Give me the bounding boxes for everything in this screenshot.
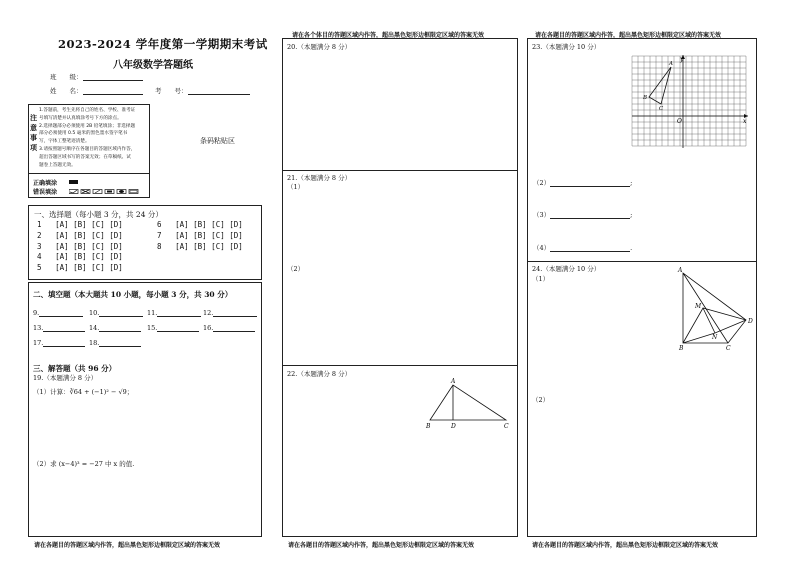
notice-side-label: 注 意 事 项	[30, 113, 37, 152]
choice-row-5[interactable]: 5 [A] [B] [C] [D]	[37, 263, 123, 273]
tri-label-d: D	[451, 423, 456, 430]
blank-13[interactable]: 13.	[33, 324, 85, 332]
blank-10[interactable]: 10.	[89, 309, 143, 317]
blank-18[interactable]: 18.	[89, 339, 141, 347]
q21-part2: （2）	[287, 265, 305, 273]
bottom-warning-middle: 请在各题目的答题区域内作答，超出黑色矩形边框限定区域的答案无效	[288, 542, 475, 549]
fig24-label-a: A	[678, 267, 683, 274]
top-warning-middle: 请在各个体目的答题区域内作答，超出黑色矩形边框限定区域的答案无效	[292, 32, 485, 39]
fig24-label-m: M	[695, 303, 702, 310]
fig24-label-n: N	[712, 334, 718, 341]
correct-fill-label: 正确填涂	[33, 180, 58, 187]
fig24-label-d: D	[748, 318, 753, 325]
choice-rows-right	[157, 220, 243, 252]
q23-part2[interactable]: （2） ;	[533, 179, 633, 187]
q19-header: 19.（本题满分 8 分）	[33, 374, 98, 382]
divider-q22	[283, 365, 517, 366]
blank-17[interactable]: 17.	[33, 339, 85, 347]
exam-title: 2023-2024 学年度第一学期期末考试	[58, 37, 268, 51]
divider-q24	[528, 261, 756, 262]
blank-14[interactable]: 14.	[89, 324, 141, 332]
class-label: 班 级：	[50, 73, 83, 81]
class-field[interactable]	[50, 72, 143, 81]
q24-figure	[674, 267, 758, 351]
q24-header: 24.（本题满分 10 分）	[532, 265, 601, 273]
q19-part2: （2）求 (x−4)³ = −27 中 x 的值.	[33, 460, 135, 468]
q23-grid-figure	[630, 53, 750, 153]
grid-label-a: A	[669, 61, 673, 67]
grid-label-b: B	[643, 95, 648, 101]
tri-label-a: A	[451, 378, 456, 385]
exam-number-field[interactable]	[155, 86, 250, 95]
q20-header: 20.（本题满分 8 分）	[287, 43, 352, 51]
choice-title: 一、选择题（每小题 3 分，共 24 分）	[34, 210, 163, 219]
blank-9[interactable]: 9.	[33, 309, 83, 317]
wrong-fill-label: 错误填涂	[33, 189, 58, 196]
correct-fill-sample	[69, 180, 78, 184]
choice-row-7[interactable]: 7 [A] [B] [C] [D]	[157, 230, 243, 240]
blank-11[interactable]: 11.	[147, 309, 201, 317]
tri-label-b: B	[426, 423, 431, 430]
blank-16[interactable]: 16.	[203, 324, 255, 332]
q24-part2: （2）	[532, 396, 550, 404]
q23-header: 23.（本题满分 10 分）	[532, 43, 601, 51]
choice-row-1[interactable]: 1 [A] [B] [C] [D]	[37, 220, 123, 229]
section-fill-and-solve	[28, 282, 262, 537]
fig24-label-c: C	[726, 345, 731, 351]
bottom-warning-right: 请在各题目的答题区域内作答，超出黑色矩形边框限定区域的答案无效	[532, 542, 719, 549]
choice-row-2[interactable]: 2 [A] [B] [C] [D]	[37, 230, 123, 240]
choice-row-4[interactable]: 4 [A] [B] [C] [D]	[37, 252, 123, 262]
top-warning-right: 请在各题目的答题区域内作答，超出黑色矩形边框限定区域的答案无效	[535, 32, 722, 39]
choice-row-6[interactable]: 6 [A] [B] [C] [D]	[157, 220, 243, 229]
barcode-area: 条码粘贴区	[200, 137, 235, 145]
wrong-fill-samples	[69, 189, 149, 195]
name-field[interactable]	[50, 86, 143, 95]
bottom-warning-left: 请在各题目的答题区域内作答，超出黑色矩形边框限定区域的答案无效	[34, 542, 221, 549]
sheet-subtitle: 八年级数学答题纸	[113, 60, 193, 71]
grid-label-x: x	[743, 118, 747, 125]
solve-title: 三、解答题（共 96 分）	[33, 364, 117, 373]
divider-q21	[283, 170, 517, 171]
fill-title: 二、填空题（本大题共 10 小题，每小题 3 分，共 30 分）	[33, 290, 233, 299]
grid-label-c: C	[659, 106, 664, 112]
name-label: 姓 名：	[50, 87, 83, 95]
tri-label-c: C	[504, 423, 509, 430]
choice-row-8[interactable]: 8 [A] [B] [C] [D]	[157, 241, 243, 251]
exam-number-label: 考 号：	[155, 87, 188, 95]
grid-label-o: O	[677, 118, 682, 125]
section-choice	[28, 205, 262, 280]
choice-rows-left	[37, 220, 123, 274]
q21-part1: （1）	[287, 183, 305, 191]
blank-15[interactable]: 15.	[147, 324, 199, 332]
fill-legend	[28, 174, 150, 198]
q22-header: 22.（本题满分 8 分）	[287, 370, 352, 378]
notice-box	[28, 104, 150, 174]
column-right	[527, 38, 757, 537]
q23-part4[interactable]: （4） .	[533, 244, 633, 252]
column-middle	[282, 38, 518, 537]
q19-part1: （1）计算：∛64 + (−1)² − √9；	[33, 388, 134, 396]
choice-row-3[interactable]: 3 [A] [B] [C] [D]	[37, 241, 123, 251]
blank-12[interactable]: 12.	[203, 309, 257, 317]
grid-label-y: y	[680, 56, 684, 63]
q24-part1: （1）	[532, 275, 550, 283]
q21-header: 21.（本题满分 8 分）	[287, 174, 352, 182]
q23-part3[interactable]: （3） ;	[533, 211, 633, 219]
fig24-label-b: B	[679, 345, 684, 351]
q22-triangle-figure	[423, 376, 513, 432]
notice-text: 1.答题前，考生先将自己的姓名、学校、准考证 号填写清楚并认真填涂考号下方的涂点。 2.选择题部分必须使用 2B 铅笔填涂；非选择题 部分必须使用 0.5 毫米的黑色墨水签字笔书 写，字体工整笔迹清楚。 3.请按照题号顺序在各题目的答题区域内作答， 超出答题区域书写的答案无效；在草稿纸、试 题卷上答题无效。	[39, 108, 136, 168]
